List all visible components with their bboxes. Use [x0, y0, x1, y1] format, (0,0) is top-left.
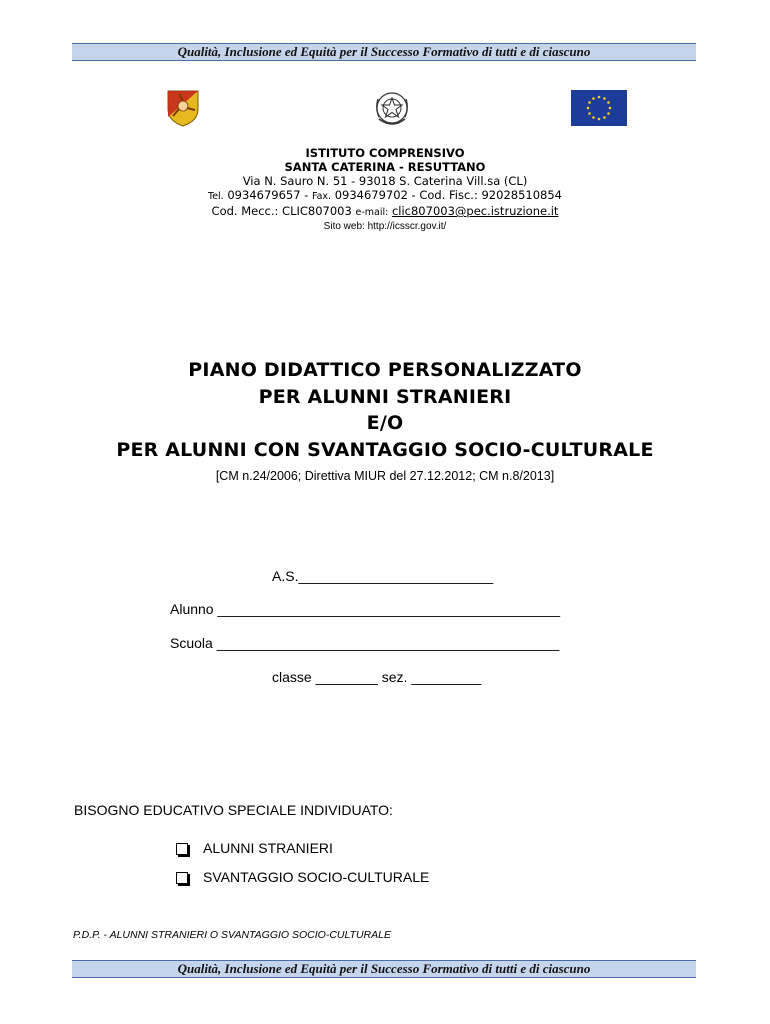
legal-reference: [CM n.24/2006; Direttiva MIUR del 27.12.2012; CM n.8/2013]: [215, 469, 555, 483]
option-label: SVANTAGGIO SOCIO-CULTURALE: [203, 869, 430, 885]
student-field[interactable]: Alunno ____________________________________________: [170, 601, 561, 617]
title-line-3: E/O: [366, 412, 404, 434]
document-title: [0, 357, 770, 485]
option-label: ALUNNI STRANIERI: [203, 840, 333, 856]
school-info: [0, 146, 770, 234]
class-section-field[interactable]: classe ________ sez. _________: [272, 669, 482, 685]
school-field[interactable]: Scuola ____________________________________________: [170, 635, 560, 651]
email-link[interactable]: clic807003@pec.istruzione.it: [391, 204, 559, 218]
mecc-code: Cod. Mecc.: CLIC807003: [211, 204, 352, 218]
checkbox-icon[interactable]: [176, 843, 188, 855]
school-type: ISTITUTO COMPRENSIVO: [305, 146, 465, 160]
footer-banner: Qualità, Inclusione ed Equità per il Successo Formativo di tutti e di ciascuno: [72, 960, 696, 978]
school-address: Via N. Sauro N. 51 - 93018 S. Caterina Vill.sa (CL): [242, 174, 528, 188]
title-line-4: PER ALUNNI CON SVANTAGGIO SOCIO-CULTURALE: [116, 438, 654, 461]
school-phone-fax: [0, 188, 770, 204]
school-name: SANTA CATERINA - RESUTTANO: [284, 160, 486, 174]
option-foreign-students[interactable]: [176, 839, 333, 857]
title-line-2: PER ALUNNI STRANIERI: [258, 385, 512, 408]
fax-label: Fax.: [312, 191, 332, 202]
title-line-1: PIANO DIDATTICO PERSONALIZZATO: [188, 359, 582, 381]
european-union-flag: [571, 90, 627, 126]
header-banner: Qualità, Inclusione ed Equità per il Successo Formativo di tutti e di ciascuno: [72, 43, 696, 61]
fax-number: 0934679702 - Cod. Fisc.: 92028510854: [334, 188, 562, 202]
sicily-region-logo: [165, 89, 201, 127]
tel-number: 0934679657 -: [227, 188, 309, 202]
website-link[interactable]: Sito web: http://icsscr.gov.it/: [323, 221, 447, 232]
email-label: e-mail:: [355, 207, 389, 218]
option-socio-cultural-disadvantage[interactable]: [176, 868, 429, 886]
bes-heading: BISOGNO EDUCATIVO SPECIALE INDIVIDUATO:: [74, 802, 393, 818]
checkbox-icon[interactable]: [176, 872, 188, 884]
footer-note: P.D.P. - ALUNNI STRANIERI O SVANTAGGIO SOCIO-CULTURALE: [73, 929, 391, 941]
school-year-field[interactable]: A.S._________________________: [272, 568, 494, 584]
school-codes: [0, 204, 770, 220]
tel-label: Tel.: [208, 191, 224, 202]
italian-republic-emblem: [373, 89, 411, 129]
